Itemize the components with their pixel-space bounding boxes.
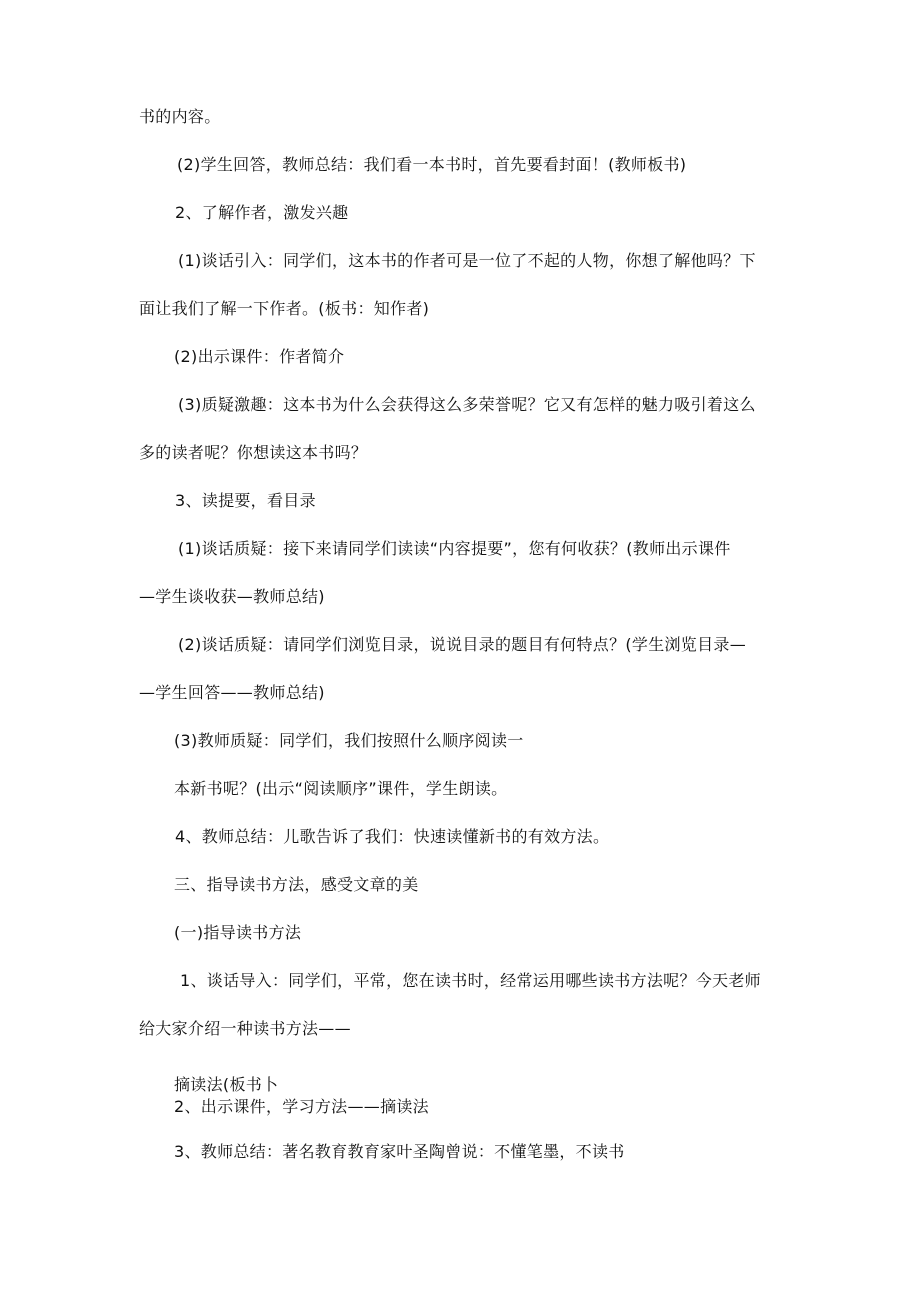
text-line: 1、谈话导入：同学们，平常，您在读书时，经常运用哪些读书方法呢？今天老师 xyxy=(180,971,761,990)
section-heading: 3、读提要，看目录 xyxy=(175,491,316,510)
text-line: (2)出示课件：作者简介 xyxy=(174,347,345,366)
text-line: 摘读法(板书卜 xyxy=(174,1075,279,1094)
section-heading: 2、了解作者，激发兴趣 xyxy=(175,203,349,222)
text-line: —学生回答——教师总结) xyxy=(139,683,325,702)
text-line: 3、教师总结：著名教育教育家叶圣陶曾说：不懂笔墨，不读书 xyxy=(174,1142,625,1161)
section-heading: (一)指导读书方法 xyxy=(174,923,302,942)
text-line: (2)谈话质疑：请同学们浏览目录，说说目录的题目有何特点？(学生浏览目录— xyxy=(178,635,747,654)
text-line: —学生谈收获—教师总结) xyxy=(139,587,325,606)
text-line: 面让我们了解一下作者。(板书：知作者) xyxy=(139,299,430,318)
section-heading: 三、指导读书方法，感受文章的美 xyxy=(174,875,419,894)
section-heading: 4、教师总结：儿歌告诉了我们：快速读懂新书的有效方法。 xyxy=(175,827,610,846)
text-line: (3)质疑激趣：这本书为什么会获得这么多荣誉呢？它又有怎样的魅力吸引着这么 xyxy=(178,395,756,414)
text-line: 书的内容。 xyxy=(139,107,221,126)
text-line: (3)教师质疑：同学们，我们按照什么顺序阅读一 xyxy=(174,731,524,750)
text-line: 多的读者呢？你想读这本书吗？ xyxy=(139,443,368,462)
text-line: 2、出示课件，学习方法——摘读法 xyxy=(174,1097,429,1116)
text-line: (2)学生回答，教师总结：我们看一本书时，首先要看封面！(教师板书) xyxy=(177,155,687,174)
text-line: (1)谈话质疑：接下来请同学们读读“内容提要”，您有何收获？(教师出示课件 xyxy=(178,539,731,558)
text-line: 给大家介绍一种读书方法—— xyxy=(139,1019,351,1038)
text-line: 本新书呢？(出示“阅读顺序”课件，学生朗读。 xyxy=(174,779,508,798)
text-line: (1)谈话引入：同学们，这本书的作者可是一位了不起的人物，你想了解他吗？下 xyxy=(178,251,756,270)
